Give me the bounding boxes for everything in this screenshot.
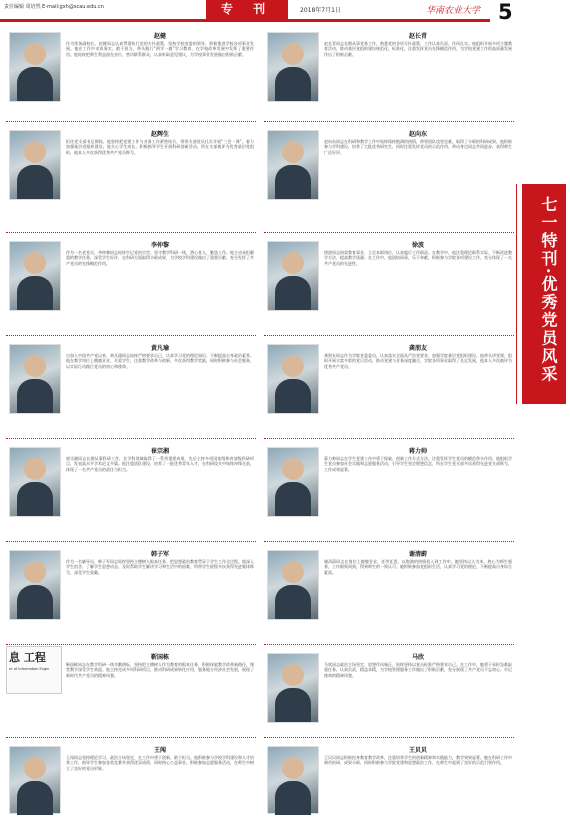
portrait-photo bbox=[9, 447, 61, 517]
portrait-photo bbox=[267, 447, 319, 517]
portrait-photo bbox=[9, 241, 61, 311]
profile-card bbox=[6, 26, 256, 122]
profile-card bbox=[6, 544, 256, 645]
section-title: 专 刊 bbox=[220, 2, 274, 16]
profile-text: 自加入中国共产党以来，黄凡瑜同志始终严格要求自己，认真学习党的理论知识，不断提高自身政治素养。他在教学岗位上兢兢业业，关爱学生，注重教学改革与创新，多次获得教学奖励，同时积极参与社会服务，以实际行动践行党员的初心和使命。 bbox=[66, 353, 254, 369]
profile-card bbox=[264, 26, 514, 122]
portrait-photo bbox=[9, 344, 61, 414]
profile-card bbox=[264, 235, 514, 336]
profile-text: 王贝贝同志积极投身教育教学改革，注重培养学生的创新精神和实践能力，教学效果显著。她在科研工作中刻苦钻研，成果丰硕，同时积极参与学院党建和思想政治工作，在师生中起到了良好的示范引领作用。 bbox=[324, 755, 512, 766]
profile-card bbox=[6, 235, 256, 336]
profile-card bbox=[6, 441, 256, 542]
editor-info: 责任编辑 周培然 E-mail:gxh@scau.edu.cn bbox=[4, 4, 104, 10]
profile-card bbox=[264, 544, 514, 645]
profile-name: 王闯 bbox=[153, 747, 166, 754]
profile-card bbox=[264, 740, 514, 818]
profile-name: 赵向东 bbox=[408, 131, 427, 138]
profile-text: 谢清蔚同志在岗位上兢兢业业，任劳任怨，以饱满的热情投入到工作中。她坚持以人为本，热心为师生服务，工作细致周到，得到师生的一致认可。她积极参加党组织生活，认真学习党的理论，不断提高自身综合素质。 bbox=[324, 559, 512, 575]
profile-text: 作为常务副校长，赵健同志认真贯彻执行党的方针政策，坚持学校党委的领导，积极推进学校各项事业发展。他在工作中求真务实，敢于担当，带头践行“两学一做”学习教育，在学校改革发展中发挥了重要作用。他始终把师生利益放在首位，密切联系群众，认真听取意见建议，为学校事业发展做出积极贡献。 bbox=[66, 41, 254, 57]
profile-name: 靳国栋 bbox=[150, 654, 169, 661]
profile-name: 谢清蔚 bbox=[408, 551, 427, 558]
profile-name: 李仲黎 bbox=[150, 242, 169, 249]
profile-card bbox=[6, 338, 256, 439]
profile-name: 马欣 bbox=[411, 654, 424, 661]
profile-name: 蒋力帅 bbox=[408, 448, 427, 455]
profile-text: 崔宗湘同志长期从事科研工作，在学科领域取得了一系列重要成果，先后主持多项国家级和省部级科研项目，发表高水平学术论文多篇。他注重团队建设，培养了一批优秀青年人才，在科研攻关中始终冲锋在前，体现了一名共产党员的责任与担当。 bbox=[66, 456, 254, 472]
profile-text: 作为一名老党员，李仲黎同志始终牢记党的宗旨，坚守教学科研一线，潜心育人，勤恳工作。他主动承担繁重的教学任务，深受学生好评，在科研方面取得丰硕成果，为学校学科建设做出了重要贡献，充分发挥了共产党员的先锋模范作用。 bbox=[66, 250, 254, 266]
profile-text: 蒋力帅同志在学生党建工作中勇于探索，创新工作方式方法，注重发挥学生党员的模范带头作用。他组织学生党员参加社会实践和志愿服务活动，引导学生坚定理想信念，所在学生党支部多次获得先进党支部称号，工作成效显著。 bbox=[324, 456, 512, 472]
profile-card bbox=[264, 338, 514, 439]
profile-name: 龚朋友 bbox=[408, 345, 427, 352]
institute-logo-image: 息 工程 nt of Information Engin bbox=[6, 646, 62, 694]
profile-text: 作为一名辅导员，韩子军同志始终坚持立德树人根本任务，把思想政治教育贯穿于学生工作全过程。他深入学生宿舍，了解学生思想动态，及时帮助学生解决学习和生活中的困难，所带学生班级多次获得先进集体称号，深受学生爱戴。 bbox=[66, 559, 254, 575]
profile-name: 赵健 bbox=[153, 33, 166, 40]
profile-text: 龚朋友同志作为学院党委委员，认真落实全面从严治党要求，加强学院基层党组织建设。他带头讲党课，组织开展丰富多彩的党日活动，推动党建与业务深度融合，学院各项事业取得了长足发展，他本人多次被评为优秀共产党员。 bbox=[324, 353, 512, 369]
portrait-photo bbox=[267, 32, 319, 102]
profile-card bbox=[6, 124, 256, 233]
portrait-photo bbox=[9, 32, 61, 102]
portrait-photo bbox=[267, 746, 319, 814]
profile-text: 赵向东同志在科研和教学工作中始终保持饱满的热情，带领团队攻坚克难，取得了丰硕的科研成果。他积极参与学科建设，培养了大批优秀研究生，同时注重发挥党员的示范作用，带动身边同志共同进步，获得师生广泛好评。 bbox=[324, 139, 512, 155]
profile-card bbox=[264, 441, 514, 542]
profile-name: 黄凡瑜 bbox=[150, 345, 169, 352]
section-title-bar bbox=[206, 0, 288, 19]
newspaper-logo: 华南农业大学 bbox=[426, 6, 481, 16]
profile-card bbox=[264, 124, 514, 233]
portrait-photo bbox=[9, 130, 61, 200]
profile-card bbox=[264, 647, 514, 738]
profile-name: 韩子军 bbox=[150, 551, 169, 558]
portrait-photo bbox=[267, 653, 319, 723]
profile-text: 徐波同志热爱教育事业，立足本职岗位，认真履行工作职责。在教学中，他注重理论联系实际，不断改进教学方法，提高教学质量；在工作中，他团结同事，乐于奉献，积极参与学院各项建设工作，充分体现了一名共产党员的先进性。 bbox=[324, 250, 512, 266]
portrait-photo bbox=[267, 550, 319, 620]
issue-date: 2018年7月1日 bbox=[300, 7, 341, 14]
portrait-photo bbox=[9, 550, 61, 620]
portrait-photo bbox=[267, 344, 319, 414]
profile-text: 赵长青同志长期从事党务工作，熟悉党的各项方针政策，工作认真负责，作风扎实。他组织开展多项主题教育活动，推动基层党组织建设规范化、标准化，注重发挥党员先锋模范作用，为学校党建工作的高质量发展作出了积极贡献。 bbox=[324, 41, 512, 57]
side-banner bbox=[522, 184, 566, 404]
profile-text: 王闯同志坚持理论学习，政治立场坚定，在工作中勇于创新、敢于担当。他积极参与学校学科建设和人才培养工作，指导学生参加各类竞赛并获得优异成绩，同时热心公益事业，积极参加志愿服务活动，在师生中树立了良好的党员形象。 bbox=[66, 755, 254, 771]
profile-text: 担任党支部书记期间，他坚持把党建工作与业务工作紧密结合，带领支部党员扎实开展“三会一课”，着力加强基层党组织建设。他关心学生成长，积极指导学生开展科研创新活动，所在支部被评为优秀基层党组织，他本人多次获得优秀共产党员称号。 bbox=[66, 139, 254, 155]
side-banner-text: 七一特刊·优秀党员风采 bbox=[539, 196, 558, 384]
page-number: 5 bbox=[498, 0, 513, 24]
profile-card bbox=[6, 647, 256, 738]
portrait-photo bbox=[267, 241, 319, 311]
profile-name: 赵长青 bbox=[408, 33, 427, 40]
page-header bbox=[0, 0, 570, 24]
header-rule bbox=[0, 19, 490, 22]
profile-card bbox=[6, 740, 256, 818]
profile-name: 赵辉生 bbox=[150, 131, 169, 138]
portrait-photo bbox=[9, 746, 61, 814]
portrait-photo bbox=[267, 130, 319, 200]
profile-name: 徐波 bbox=[411, 242, 424, 249]
profile-name: 崔宗湘 bbox=[150, 448, 169, 455]
profile-name: 王贝贝 bbox=[408, 747, 427, 754]
profile-text: 马欣同志政治立场坚定，思想作风端正，始终坚持以党员标准严格要求自己。在工作中，她勇于承担急难险重任务，认真负责，精益求精，为学校管理服务工作做出了积极贡献，充分展现了共产党员不忘初心、牢记使命的精神风貌。 bbox=[324, 662, 512, 678]
profile-text: 靳国栋同志在教学科研一线辛勤耕耘，坚持把立德树人作为教育的根本任务，积极探索教学改革新路径，课堂教学深受学生欢迎。他主持完成多项科研项目，推动科研成果转化应用，服务地方经济社会发展，展现了新时代共产党员的精神风貌。 bbox=[66, 662, 254, 678]
